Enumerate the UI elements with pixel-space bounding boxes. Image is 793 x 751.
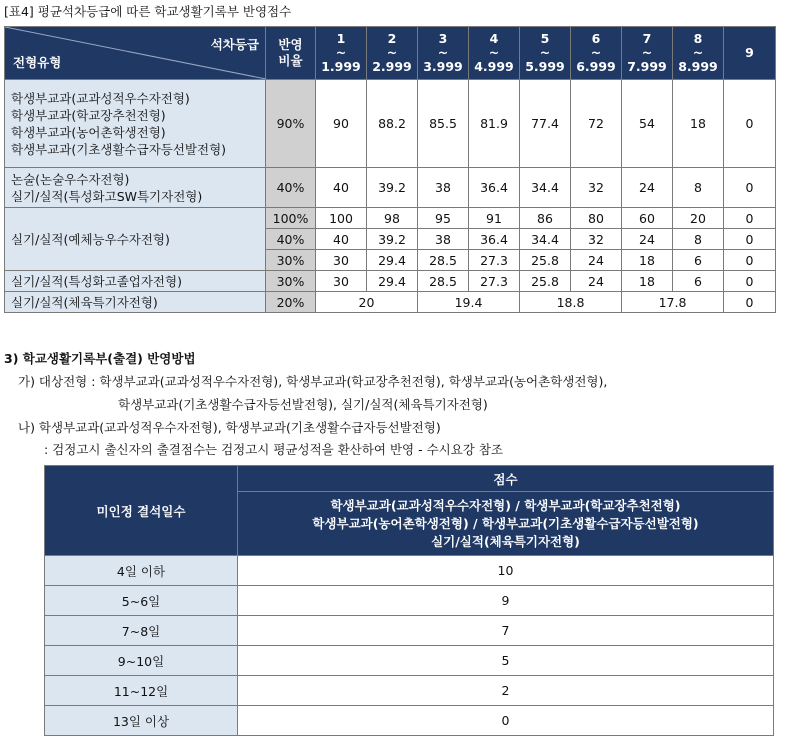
value-cell: 29.4 — [367, 250, 418, 271]
value-cell: 39.2 — [367, 168, 418, 208]
table-row — [5, 80, 776, 168]
target-line-1: 가) 대상전형 : 학생부교과(교과성적우수자전형), 학생부교과(학교장추천전형), 학생부교과(농어촌학생전형), — [18, 374, 608, 389]
grade-score-table — [4, 26, 776, 313]
grade-header: 6 ~ 6.999 — [571, 27, 622, 80]
value-cell: 6 — [673, 250, 724, 271]
table-row — [45, 706, 774, 736]
value-cell: 77.4 — [520, 80, 571, 168]
attendance-table — [44, 465, 774, 736]
grade-header: 3 ~ 3.999 — [418, 27, 469, 80]
value-cell: 28.5 — [418, 271, 469, 292]
value-cell: 0 — [724, 208, 776, 229]
ratio-cell: 90% — [266, 80, 316, 168]
value-cell: 90 — [316, 80, 367, 168]
value-cell: 25.8 — [520, 271, 571, 292]
value-cell: 24 — [571, 271, 622, 292]
days-cell: 9~10일 — [45, 646, 238, 676]
value-cell: 0 — [724, 168, 776, 208]
value-cell: 95 — [418, 208, 469, 229]
value-cell: 38 — [418, 229, 469, 250]
score-cell: 5 — [238, 646, 774, 676]
value-cell: 20 — [316, 292, 418, 313]
type-cell: 논술(논술우수자전형) 실기/실적(특성화고SW특기자전형) — [5, 168, 266, 208]
ratio-cell: 30% — [266, 271, 316, 292]
table-row — [45, 646, 774, 676]
score-cell: 7 — [238, 616, 774, 646]
table-row — [45, 676, 774, 706]
type-cell: 실기/실적(특성화고졸업자전형) — [5, 271, 266, 292]
grade-header: 5 ~ 5.999 — [520, 27, 571, 80]
value-cell: 20 — [673, 208, 724, 229]
days-cell: 5~6일 — [45, 586, 238, 616]
type-cell: 실기/실적(체육특기자전형) — [5, 292, 266, 313]
value-cell: 85.5 — [418, 80, 469, 168]
value-cell: 0 — [724, 292, 776, 313]
header-row — [5, 27, 776, 80]
value-cell: 18 — [673, 80, 724, 168]
value-cell: 80 — [571, 208, 622, 229]
value-cell: 32 — [571, 168, 622, 208]
value-cell: 32 — [571, 229, 622, 250]
type-cell: 실기/실적(예체능우수자전형) — [5, 208, 266, 271]
value-cell: 39.2 — [367, 229, 418, 250]
value-cell: 19.4 — [418, 292, 520, 313]
value-cell: 17.8 — [622, 292, 724, 313]
value-cell: 0 — [724, 271, 776, 292]
value-cell: 27.3 — [469, 271, 520, 292]
value-cell: 18.8 — [520, 292, 622, 313]
value-cell: 72 — [571, 80, 622, 168]
types-header: 학생부교과(교과성적우수자전형) / 학생부교과(학교장추천전형) 학생부교과(농어촌학생전형) / 학생부교과(기초생활수급자등선발전형) 실기/실적(체육특기자전형) — [238, 492, 774, 556]
value-cell: 36.4 — [469, 229, 520, 250]
value-cell: 30 — [316, 250, 367, 271]
value-cell: 81.9 — [469, 80, 520, 168]
corner-header — [5, 27, 266, 80]
value-cell: 91 — [469, 208, 520, 229]
value-cell: 27.3 — [469, 250, 520, 271]
table-caption: [표4] 평균석차등급에 따른 학교생활기록부 반영점수 — [4, 4, 292, 19]
value-cell: 18 — [622, 271, 673, 292]
table-row — [5, 208, 776, 229]
value-cell: 29.4 — [367, 271, 418, 292]
value-cell: 100 — [316, 208, 367, 229]
score-cell: 10 — [238, 556, 774, 586]
value-cell: 25.8 — [520, 250, 571, 271]
score-cell: 9 — [238, 586, 774, 616]
value-cell: 54 — [622, 80, 673, 168]
value-cell: 40 — [316, 168, 367, 208]
value-cell: 8 — [673, 168, 724, 208]
value-cell: 36.4 — [469, 168, 520, 208]
ratio-cell: 20% — [266, 292, 316, 313]
grade-header: 9 — [724, 27, 776, 80]
days-cell: 4일 이하 — [45, 556, 238, 586]
grade-header: 8 ~ 8.999 — [673, 27, 724, 80]
section-title: 3) 학교생활기록부(출결) 반영방법 — [4, 351, 196, 366]
value-cell: 24 — [571, 250, 622, 271]
days-cell: 13일 이상 — [45, 706, 238, 736]
grade-axis-label: 석차등급 — [210, 37, 259, 52]
value-cell: 18 — [622, 250, 673, 271]
ratio-cell: 100% — [266, 208, 316, 229]
type-cell: 학생부교과(교과성적우수자전형) 학생부교과(학교장추천전형) 학생부교과(농어촌학생전형) 학생부교과(기초생활수급자등선발전형) — [5, 80, 266, 168]
value-cell: 30 — [316, 271, 367, 292]
table-row — [5, 271, 776, 292]
value-cell: 98 — [367, 208, 418, 229]
value-cell: 38 — [418, 168, 469, 208]
value-cell: 8 — [673, 229, 724, 250]
value-cell: 0 — [724, 250, 776, 271]
target-line-2: 학생부교과(기초생활수급자등선발전형), 실기/실적(체육특기자전형) — [118, 397, 488, 412]
grade-header: 1 ~ 1.999 — [316, 27, 367, 80]
value-cell: 34.4 — [520, 229, 571, 250]
value-cell: 40 — [316, 229, 367, 250]
ratio-cell: 40% — [266, 229, 316, 250]
value-cell: 28.5 — [418, 250, 469, 271]
table-row — [5, 168, 776, 208]
note-line-2: : 검정고시 출신자의 출결점수는 검정고시 평균성적을 환산하여 반영 - 수시요강 참조 — [44, 442, 504, 457]
ratio-cell: 30% — [266, 250, 316, 271]
note-line-1: 나) 학생부교과(교과성적우수자전형), 학생부교과(기초생활수급자등선발전형) — [18, 420, 441, 435]
table-row — [45, 616, 774, 646]
grade-header: 2 ~ 2.999 — [367, 27, 418, 80]
grade-header: 7 ~ 7.999 — [622, 27, 673, 80]
header-row — [45, 466, 774, 492]
value-cell: 34.4 — [520, 168, 571, 208]
value-cell: 24 — [622, 229, 673, 250]
value-cell: 0 — [724, 229, 776, 250]
value-cell: 60 — [622, 208, 673, 229]
score-cell: 0 — [238, 706, 774, 736]
table-row — [45, 556, 774, 586]
table-row — [45, 586, 774, 616]
value-cell: 6 — [673, 271, 724, 292]
table-row — [5, 292, 776, 313]
value-cell: 0 — [724, 80, 776, 168]
ratio-header: 반영 비율 — [266, 27, 316, 80]
type-axis-label: 전형유형 — [13, 55, 62, 70]
score-header: 점수 — [238, 466, 774, 492]
ratio-cell: 40% — [266, 168, 316, 208]
days-cell: 11~12일 — [45, 676, 238, 706]
absence-days-header: 미인정 결석일수 — [45, 466, 238, 556]
value-cell: 88.2 — [367, 80, 418, 168]
days-cell: 7~8일 — [45, 616, 238, 646]
value-cell: 24 — [622, 168, 673, 208]
score-cell: 2 — [238, 676, 774, 706]
value-cell: 86 — [520, 208, 571, 229]
grade-header: 4 ~ 4.999 — [469, 27, 520, 80]
